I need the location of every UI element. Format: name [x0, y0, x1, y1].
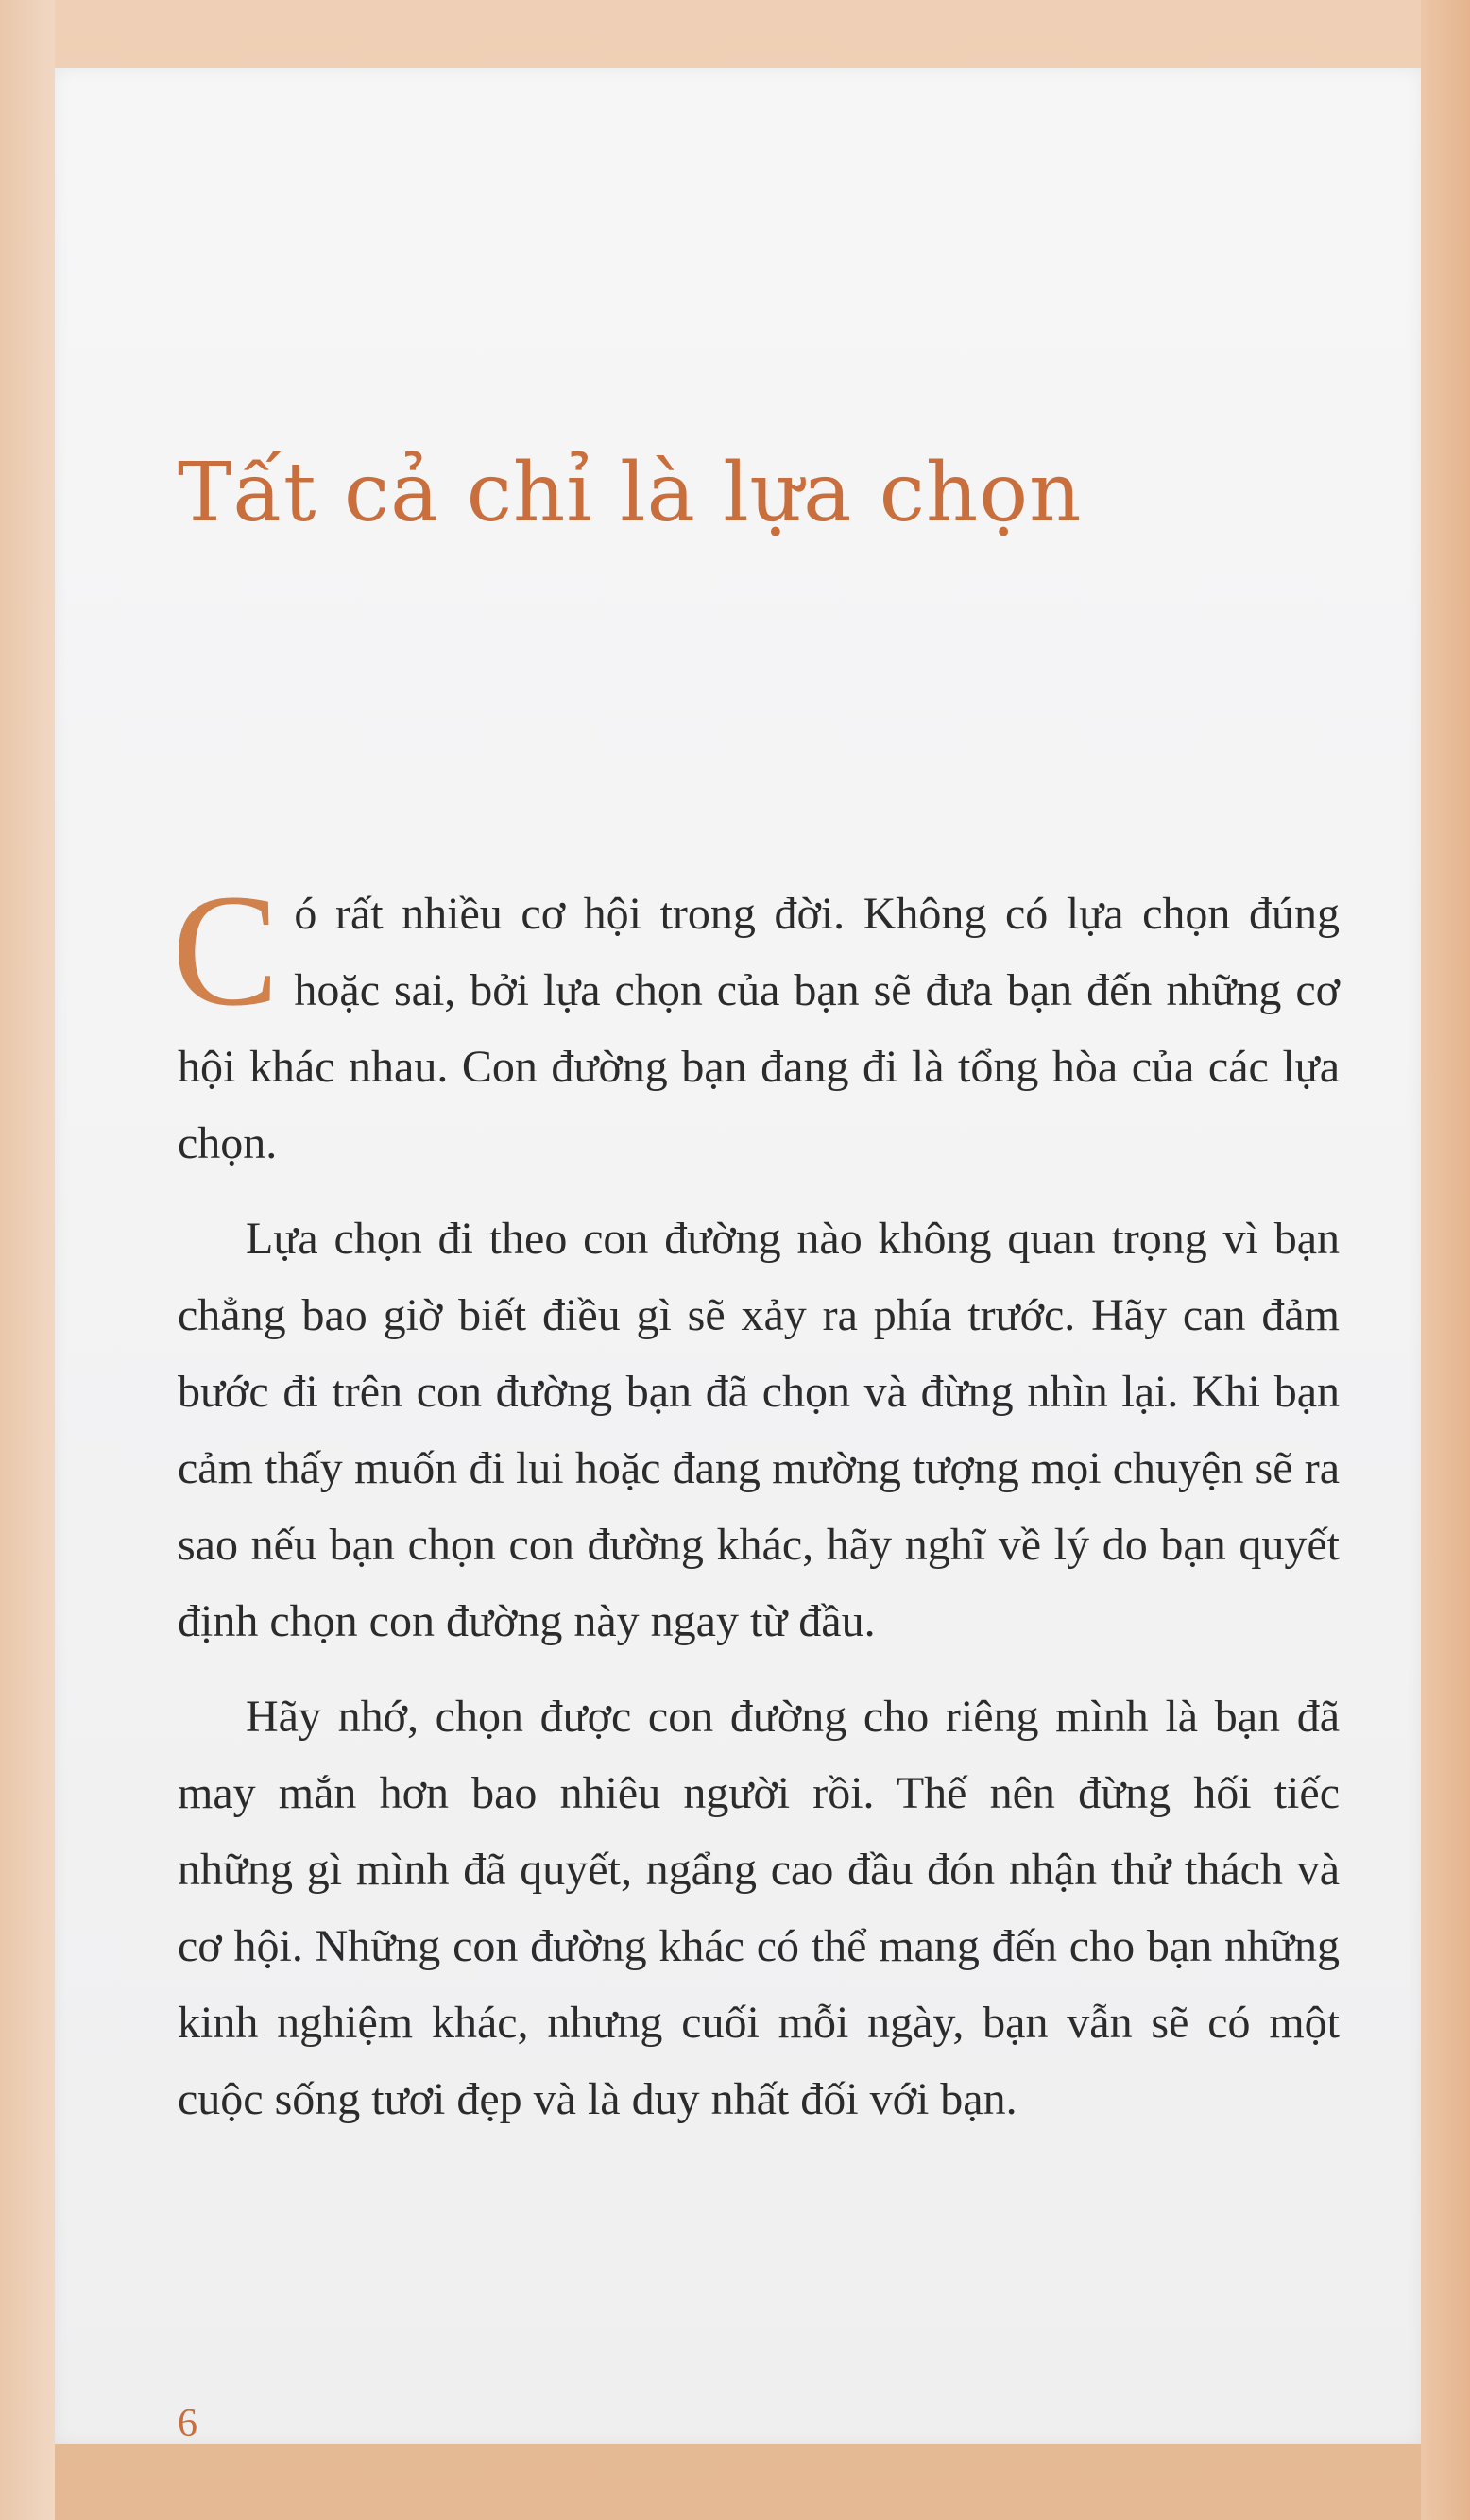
- book-left-edge: [0, 0, 55, 2520]
- paragraph-1-text: ó rất nhiều cơ hội trong đời. Không có lựa chọn đúng hoặc sai, bởi lựa chọn của bạn sẽ đưa bạn đến những cơ hội khác nhau. Con đường bạn đang đi là tổng hòa của các lựa chọn.: [178, 889, 1340, 1168]
- chapter-title: Tất cả chỉ là lựa chọn: [178, 446, 1083, 540]
- body-text: [172, 861, 1340, 2156]
- page-content: [172, 68, 1340, 2445]
- paragraph-1: [172, 861, 1340, 1182]
- paragraph-3: Hãy nhớ, chọn được con đường cho riêng mình là bạn đã may mắn hơn bao nhiêu người rồi. Thế nên đừng hối tiếc những gì mình đã quyết, ngẩng cao đầu đón nhận thử thách và cơ hội. Những con đường khác có thể mang đến cho bạn những kinh nghiệm khác, nhưng cuối mỗi ngày, bạn vẫn sẽ có một cuộc sống tươi đẹp và là duy nhất đối với bạn.: [178, 1692, 1340, 2124]
- drop-cap: C: [172, 861, 280, 1039]
- book-page: [55, 68, 1421, 2444]
- book-right-edge: [1421, 0, 1470, 2520]
- page-number: 6: [178, 2402, 197, 2445]
- paragraph-2: Lựa chọn đi theo con đường nào không quan trọng vì bạn chẳng bao giờ biết điều gì sẽ xảy ra phía trước. Hãy can đảm bước đi trên con đường bạn đã chọn và đừng nhìn lại. Khi bạn cảm thấy muốn đi lui hoặc đang mường tượng mọi chuyện sẽ ra sao nếu bạn chọn con đường khác, hãy nghĩ về lý do bạn quyết định chọn con đường này ngay từ đầu.: [178, 1214, 1340, 1646]
